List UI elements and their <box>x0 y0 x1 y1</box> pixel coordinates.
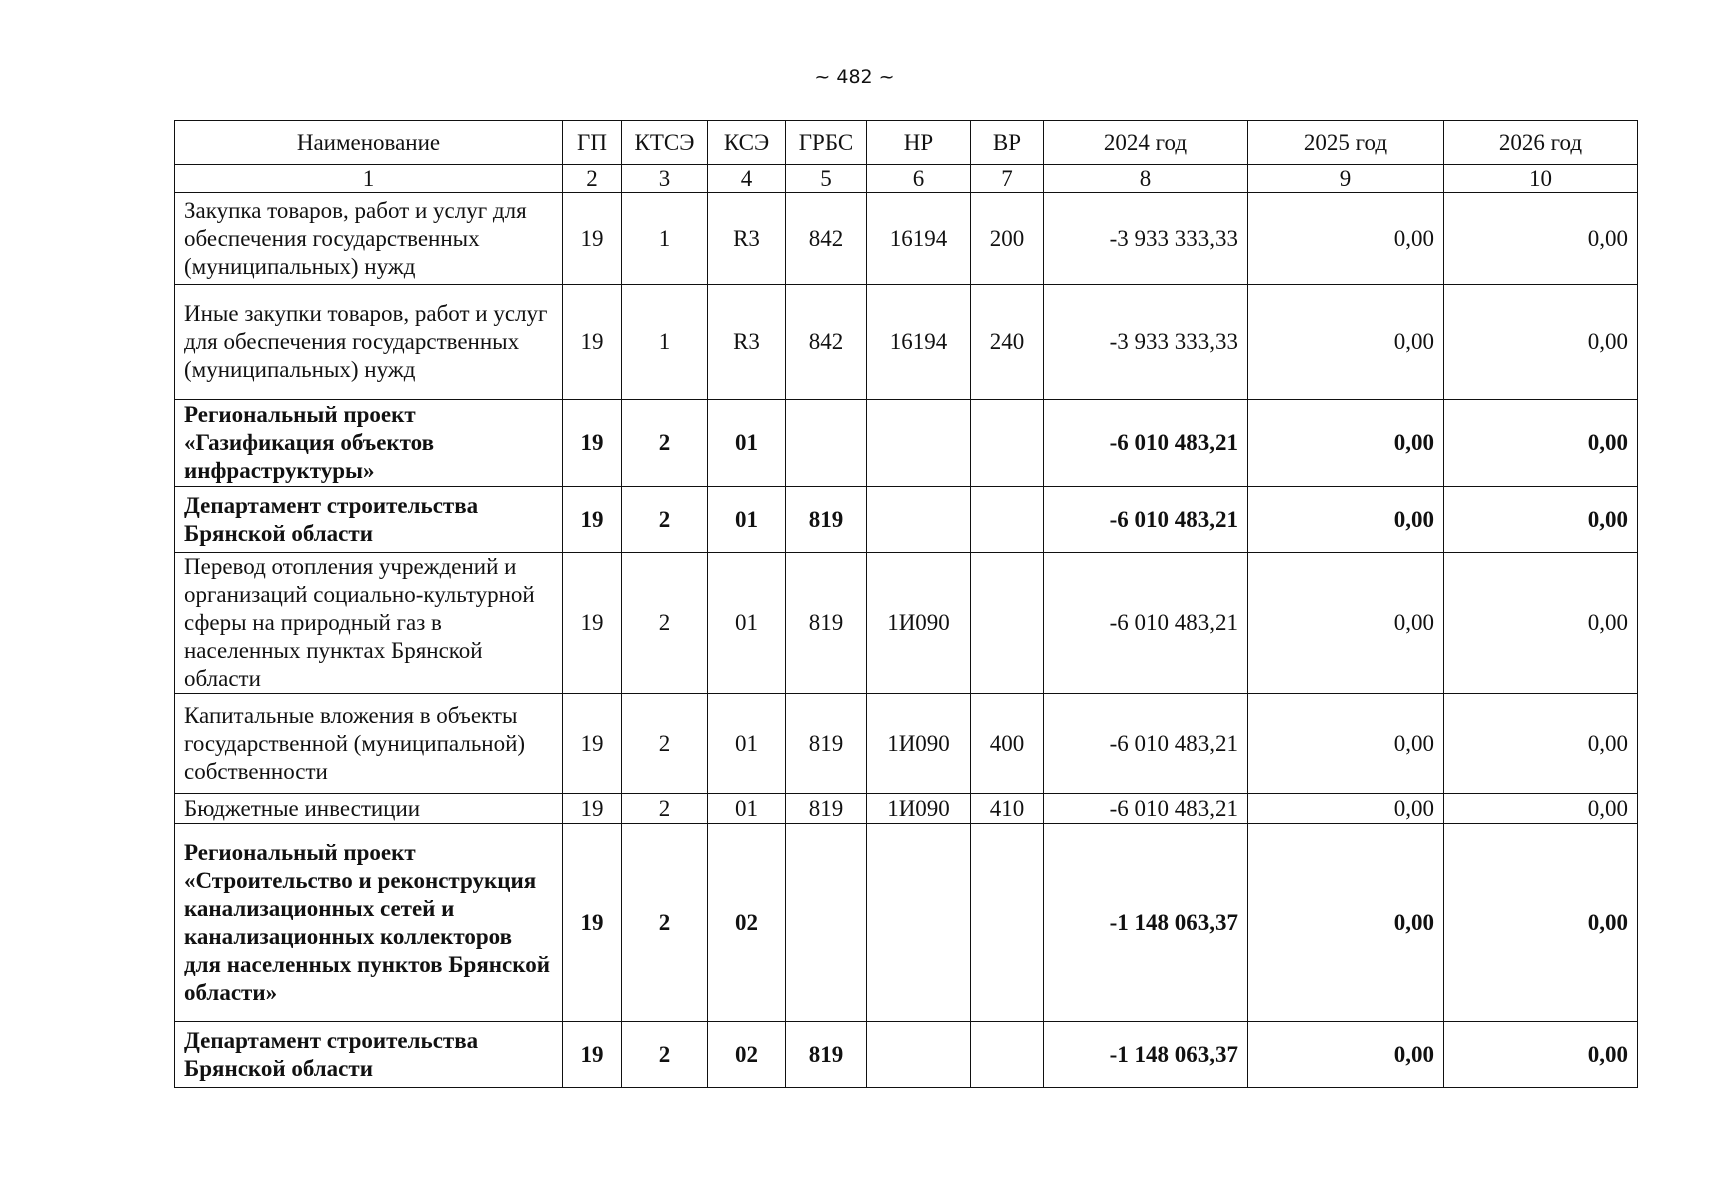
nr-cell <box>867 400 971 487</box>
vr-cell: 410 <box>971 794 1044 824</box>
value-2024-cell: -6 010 483,21 <box>1044 794 1248 824</box>
value-2026-cell: 0,00 <box>1444 487 1638 553</box>
header-2025: 2025 год <box>1248 121 1444 165</box>
gp-cell: 19 <box>563 487 622 553</box>
kse-cell: 01 <box>708 694 786 794</box>
value-2025-cell: 0,00 <box>1248 400 1444 487</box>
ktse-cell: 2 <box>622 487 708 553</box>
value-2025-cell: 0,00 <box>1248 553 1444 694</box>
nr-cell: 16194 <box>867 193 971 285</box>
gp-cell: 19 <box>563 553 622 694</box>
header-2026: 2026 год <box>1444 121 1638 165</box>
value-2025-cell: 0,00 <box>1248 824 1444 1022</box>
table-row <box>175 285 1638 400</box>
grbs-cell: 842 <box>786 285 867 400</box>
table-row <box>175 794 1638 824</box>
budget-table <box>174 120 1638 1088</box>
index-cell: 7 <box>971 165 1044 193</box>
table-row <box>175 487 1638 553</box>
header-ktse: КТСЭ <box>622 121 708 165</box>
value-2026-cell: 0,00 <box>1444 193 1638 285</box>
gp-cell: 19 <box>563 694 622 794</box>
value-2025-cell: 0,00 <box>1248 193 1444 285</box>
index-cell: 10 <box>1444 165 1638 193</box>
vr-cell <box>971 824 1044 1022</box>
header-nr: НР <box>867 121 971 165</box>
kse-cell: 02 <box>708 1022 786 1088</box>
name-cell: Закупка товаров, работ и услуг для обеспечения государственных (муниципальных) нужд <box>175 193 563 285</box>
index-cell: 6 <box>867 165 971 193</box>
value-2024-cell: -1 148 063,37 <box>1044 824 1248 1022</box>
grbs-cell: 819 <box>786 694 867 794</box>
kse-cell: 01 <box>708 794 786 824</box>
kse-cell: 01 <box>708 400 786 487</box>
nr-cell <box>867 487 971 553</box>
header-gp: ГП <box>563 121 622 165</box>
index-row <box>175 165 1638 193</box>
gp-cell: 19 <box>563 400 622 487</box>
header-kse: КСЭ <box>708 121 786 165</box>
value-2026-cell: 0,00 <box>1444 400 1638 487</box>
value-2024-cell: -1 148 063,37 <box>1044 1022 1248 1088</box>
header-row <box>175 121 1638 165</box>
table-header <box>175 121 1638 165</box>
name-cell: Департамент строительства Брянской области <box>175 1022 563 1088</box>
ktse-cell: 2 <box>622 824 708 1022</box>
grbs-cell: 842 <box>786 193 867 285</box>
vr-cell <box>971 1022 1044 1088</box>
name-cell: Региональный проект «Строительство и реконструкция канализационных сетей и канализационных коллекторов для населенных пунктов Брянской области» <box>175 824 563 1022</box>
value-2025-cell: 0,00 <box>1248 794 1444 824</box>
value-2025-cell: 0,00 <box>1248 1022 1444 1088</box>
table-body <box>175 165 1638 1088</box>
value-2024-cell: -3 933 333,33 <box>1044 193 1248 285</box>
kse-cell: 01 <box>708 487 786 553</box>
vr-cell: 240 <box>971 285 1044 400</box>
name-cell: Перевод отопления учреждений и организаций социально-культурной сферы на природный газ в населенных пунктах Брянской области <box>175 553 563 694</box>
index-cell: 4 <box>708 165 786 193</box>
index-cell: 9 <box>1248 165 1444 193</box>
gp-cell: 19 <box>563 285 622 400</box>
ktse-cell: 2 <box>622 553 708 694</box>
grbs-cell <box>786 824 867 1022</box>
index-cell: 2 <box>563 165 622 193</box>
vr-cell: 400 <box>971 694 1044 794</box>
index-cell: 5 <box>786 165 867 193</box>
table-row <box>175 1022 1638 1088</box>
value-2026-cell: 0,00 <box>1444 553 1638 694</box>
index-cell: 3 <box>622 165 708 193</box>
vr-cell: 200 <box>971 193 1044 285</box>
table-row <box>175 694 1638 794</box>
grbs-cell: 819 <box>786 794 867 824</box>
table-row <box>175 193 1638 285</box>
ktse-cell: 1 <box>622 285 708 400</box>
name-cell: Региональный проект «Газификация объектов инфраструктуры» <box>175 400 563 487</box>
table-row <box>175 553 1638 694</box>
value-2026-cell: 0,00 <box>1444 1022 1638 1088</box>
ktse-cell: 2 <box>622 1022 708 1088</box>
gp-cell: 19 <box>563 193 622 285</box>
value-2024-cell: -6 010 483,21 <box>1044 400 1248 487</box>
vr-cell <box>971 553 1044 694</box>
ktse-cell: 2 <box>622 400 708 487</box>
value-2024-cell: -6 010 483,21 <box>1044 487 1248 553</box>
value-2026-cell: 0,00 <box>1444 694 1638 794</box>
nr-cell: 1И090 <box>867 553 971 694</box>
vr-cell <box>971 400 1044 487</box>
grbs-cell: 819 <box>786 553 867 694</box>
table-row <box>175 824 1638 1022</box>
kse-cell: R3 <box>708 285 786 400</box>
nr-cell: 1И090 <box>867 794 971 824</box>
index-cell: 8 <box>1044 165 1248 193</box>
nr-cell: 16194 <box>867 285 971 400</box>
gp-cell: 19 <box>563 794 622 824</box>
index-cell: 1 <box>175 165 563 193</box>
ktse-cell: 1 <box>622 193 708 285</box>
nr-cell: 1И090 <box>867 694 971 794</box>
name-cell: Капитальные вложения в объекты государственной (муниципальной) собственности <box>175 694 563 794</box>
header-grbs: ГРБС <box>786 121 867 165</box>
value-2024-cell: -6 010 483,21 <box>1044 553 1248 694</box>
name-cell: Иные закупки товаров, работ и услуг для обеспечения государственных (муниципальных) нужд <box>175 285 563 400</box>
gp-cell: 19 <box>563 824 622 1022</box>
table-row <box>175 400 1638 487</box>
ktse-cell: 2 <box>622 794 708 824</box>
page-number: ~ 482 ~ <box>814 66 895 88</box>
grbs-cell <box>786 400 867 487</box>
nr-cell <box>867 1022 971 1088</box>
kse-cell: R3 <box>708 193 786 285</box>
value-2026-cell: 0,00 <box>1444 285 1638 400</box>
value-2026-cell: 0,00 <box>1444 794 1638 824</box>
value-2025-cell: 0,00 <box>1248 487 1444 553</box>
value-2024-cell: -3 933 333,33 <box>1044 285 1248 400</box>
value-2024-cell: -6 010 483,21 <box>1044 694 1248 794</box>
header-2024: 2024 год <box>1044 121 1248 165</box>
gp-cell: 19 <box>563 1022 622 1088</box>
nr-cell <box>867 824 971 1022</box>
name-cell: Бюджетные инвестиции <box>175 794 563 824</box>
name-cell: Департамент строительства Брянской области <box>175 487 563 553</box>
value-2025-cell: 0,00 <box>1248 285 1444 400</box>
kse-cell: 01 <box>708 553 786 694</box>
header-vr: ВР <box>971 121 1044 165</box>
value-2026-cell: 0,00 <box>1444 824 1638 1022</box>
ktse-cell: 2 <box>622 694 708 794</box>
value-2025-cell: 0,00 <box>1248 694 1444 794</box>
grbs-cell: 819 <box>786 1022 867 1088</box>
header-name: Наименование <box>175 121 563 165</box>
vr-cell <box>971 487 1044 553</box>
grbs-cell: 819 <box>786 487 867 553</box>
kse-cell: 02 <box>708 824 786 1022</box>
